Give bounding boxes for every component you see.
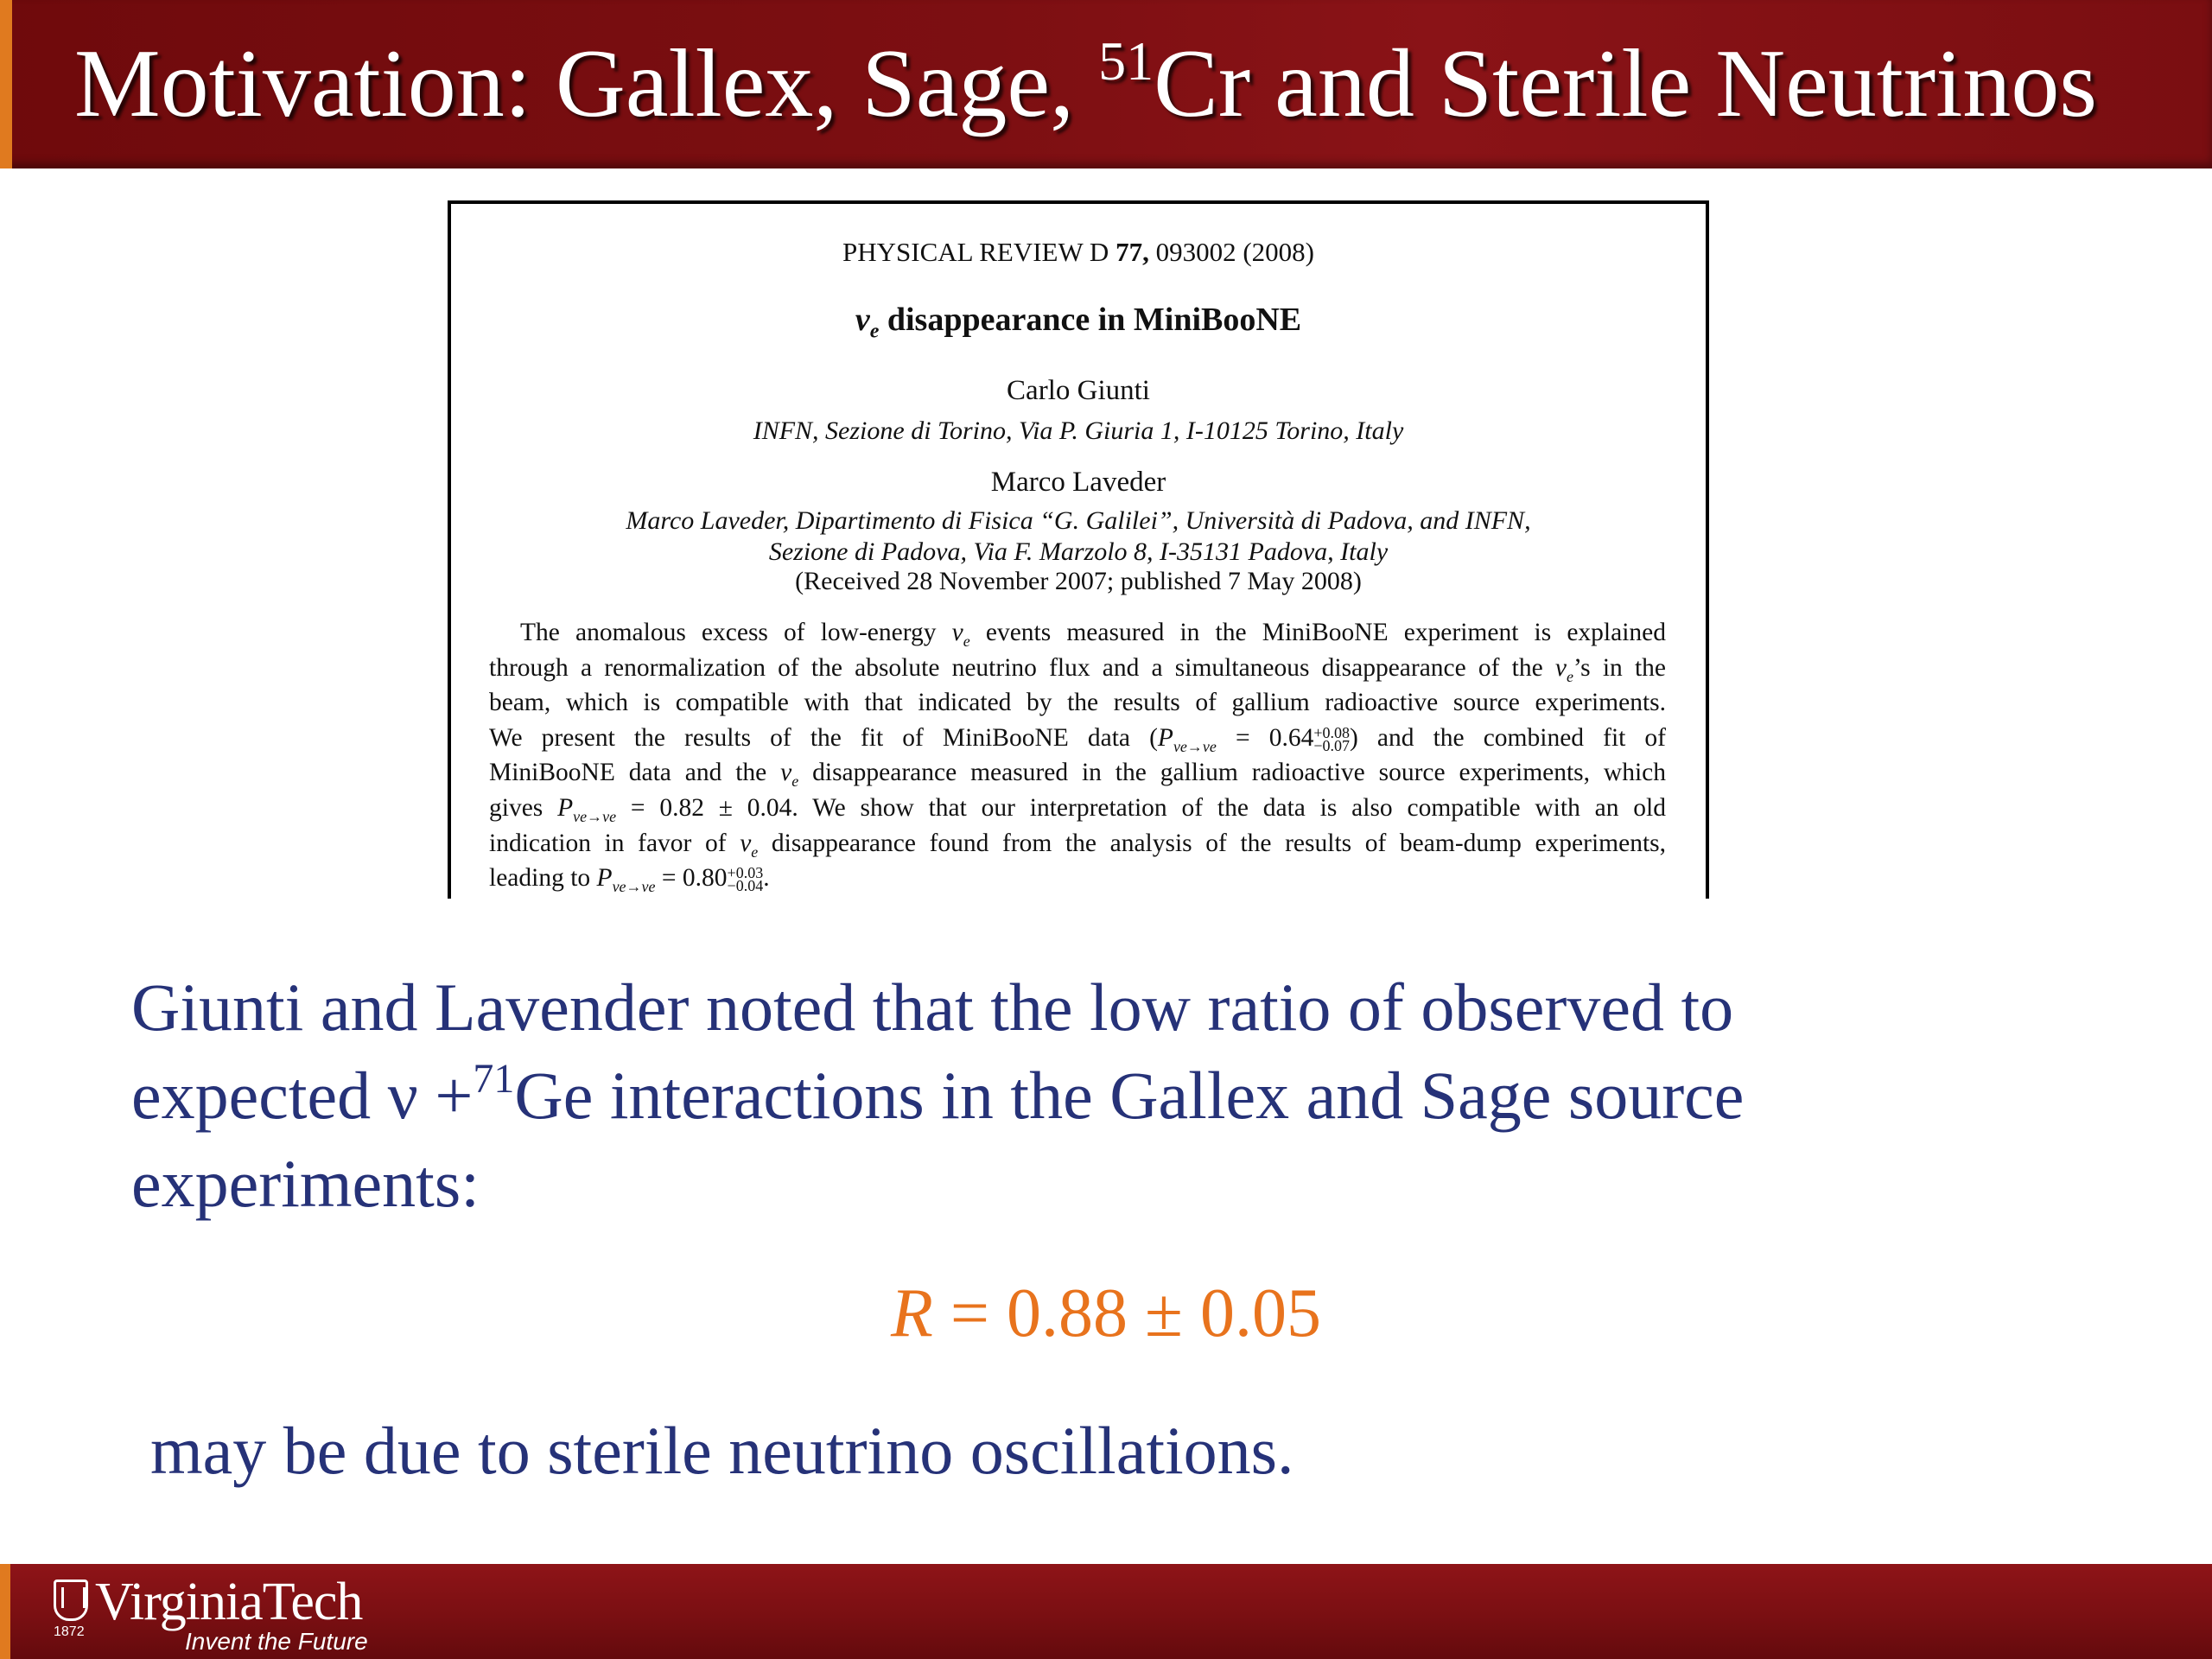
paper-title-symbol: ν [855,302,870,338]
abstract-line: beam, which is compatible with that indicated by the results of gallium radioactive source experiments. [489,689,1666,717]
equation-variable: R [891,1275,933,1351]
slide-title-superscript: 51 [1098,30,1154,92]
abstract-line: MiniBooNE data and the $\nu_e$ disappearance measured in the gallium radioactive source experiments, which [489,759,1667,791]
paper-abstract [489,615,1666,896]
abstract-line: indication in favor of $\nu_e$ disappearance found from the analysis of the results of beam-dump experiments, [489,829,1666,861]
journal-citation [451,237,1706,268]
body-line-text: Ge interactions in the Gallex and Sage source [514,1058,1745,1133]
paper-title [451,301,1706,344]
paper-title-subscript: e [869,320,880,343]
title-bar [0,0,2212,168]
journal-number: 093002 (2008) [1148,237,1314,267]
author-affiliation: INFN, Sezione di Torino, Via P. Giuria 1, I-10125 Torino, Italy [753,416,1404,445]
journal-name: PHYSICAL REVIEW D [842,237,1116,267]
logo-tagline: Invent the Future [185,1628,368,1655]
author-affiliation: Sezione di Padova, Via F. Marzolo 8, I-35131 Padova, Italy [768,537,1389,566]
body-line [131,1052,2119,1140]
paper-excerpt [448,200,1709,899]
abstract-line: gives $P_{\nu e\to\nu e} = 0.82 \pm 0.04$. We show that our interpretation of the data is also compatible with an old [489,793,1666,825]
received-date: (Received 28 November 2007; published 7 May 2008) [795,567,1362,595]
ratio-equation [0,1270,2212,1357]
footer-accent-stripe [0,1564,10,1659]
paper-title-text: disappearance in MiniBooNE [879,302,1302,338]
footer-bar [0,1564,2212,1659]
university-shield-icon [54,1580,88,1621]
equation-value: = 0.88 ± 0.05 [932,1275,1321,1351]
author-affiliation: Marco Laveder, Dipartimento di Fisica “G. Galilei”, Università di Padova, and INFN, [626,506,1531,535]
body-line: experiments: [131,1146,480,1221]
logo-year: 1872 [54,1624,85,1639]
abstract-line: We present the results of the fit of MiniBooNE data ($P_{\nu e\to\nu e} = 0.64+0.08$ −0.07) and the combined fit of [489,723,1666,755]
university-logo-text: VirginiaTech [95,1573,363,1631]
slide-title [74,28,2183,140]
abstract-line: leading to $P_{\nu e\to\nu e} = 0.80+0.03$ −0.04. [489,864,770,896]
author-name: Carlo Giunti [1007,375,1150,406]
author-name: Marco Laveder [990,467,1166,498]
abstract-line: through a renormalization of the absolute neutrino flux and a simultaneous disappearance of the $\nu_e’s$ in the [489,653,1666,685]
body-line: Giunti and Lavender noted that the low ratio of observed to [131,969,1734,1045]
closing-statement: may be due to sterile neutrino oscillations. [150,1413,1294,1488]
abstract-line: The anomalous excess of low-energy $\nu_e$ events measured in the MiniBooNE experiment is explained [520,619,1666,650]
isotope-superscript: 71 [473,1056,515,1102]
slide-title-part2: Cr and Sterile Neutrinos [1154,30,2097,137]
slide-title-part1: Motivation: Gallex, Sage, [74,30,1099,137]
body-line-text: expected ν + [131,1058,474,1133]
title-accent-stripe [0,0,12,168]
journal-volume: 77, [1116,237,1149,267]
body-paragraph [131,963,2119,1228]
